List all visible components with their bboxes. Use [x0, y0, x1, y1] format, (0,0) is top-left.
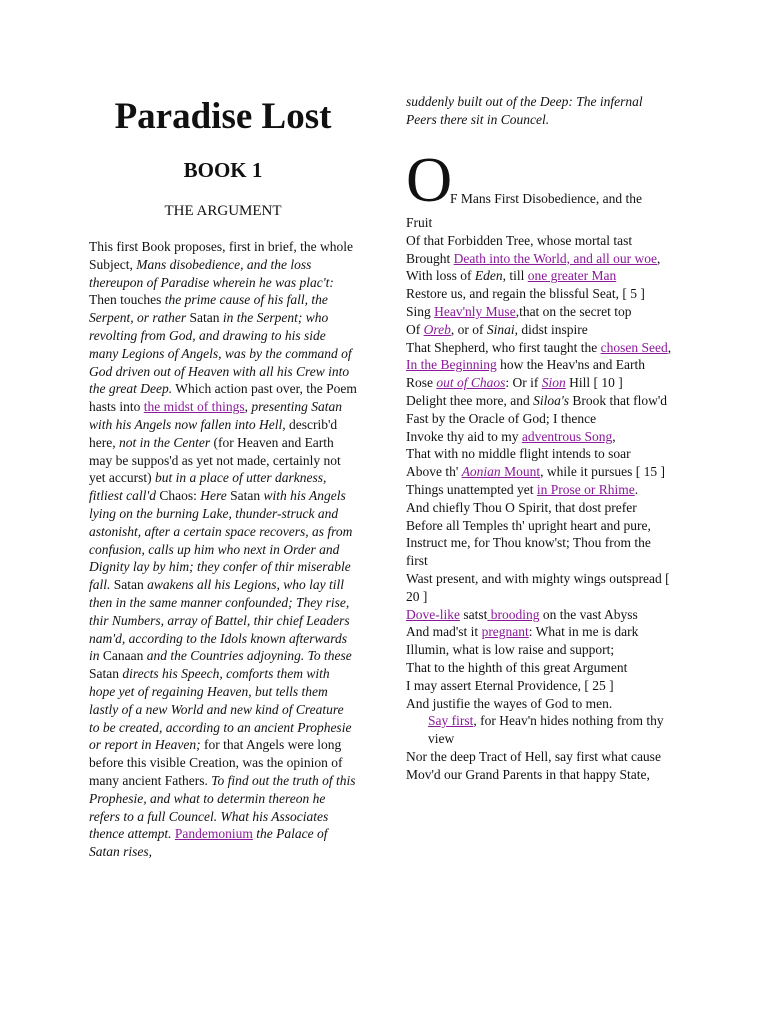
text-run: That with no middle flight intends to soar	[406, 446, 631, 462]
text-link[interactable]: Say first	[428, 713, 474, 729]
page-title: Paradise Lost	[114, 96, 332, 137]
poem-line	[406, 463, 676, 481]
text-run: and the Countries adjoyning. To these	[146, 648, 352, 664]
text-run: And justifie the wayes of God to men.	[406, 695, 613, 711]
text-run: Of that Forbidden Tree, whose mortal tast	[406, 232, 633, 248]
text-link[interactable]: one greater Man	[527, 268, 617, 284]
text-run: Restore us, and regain the blissful Seat, [ 5 ]	[406, 286, 645, 302]
poem-line	[406, 214, 676, 232]
text-run: not in the Center	[118, 434, 211, 450]
text-run: Canaan	[99, 648, 147, 664]
poem-line	[406, 267, 676, 285]
text-run: directs his Speech, comforts them with hope yet of regaining Heaven, but tells them lastly of a new World and new kind of Creature to be created, according to an ancient Prophesie or report in Heaven;	[89, 666, 352, 753]
text-run: , or of	[450, 321, 487, 337]
text-run: presenting Satan with his Angels now fallen into Hell,	[89, 399, 343, 432]
text-link[interactable]: Heav'nly Muse	[434, 303, 516, 319]
poem-line	[406, 356, 676, 374]
text-run: the prime cause of his fall, the Serpent, or rather	[89, 292, 328, 326]
poem-line	[406, 428, 676, 446]
text-run: ,	[657, 250, 661, 266]
text-link[interactable]: Aonian	[461, 464, 501, 480]
poem-line	[406, 410, 676, 428]
text-link[interactable]: out of Chaos	[436, 375, 506, 391]
text-run: with his Angels lying on the burning Lake, thunder-struck and astonisht, after a certain space recovers, as from confusion, calls up him who next in Order and Dignity lay by him; they confer of thir miserable fall.	[89, 488, 353, 593]
argument-continuation: suddenly built out of the Deep: The infernal Peers there sit in Councel.	[406, 94, 643, 127]
text-run: Satan	[110, 577, 148, 593]
text-run: satst	[459, 606, 488, 622]
text-run: Fast by the Oracle of God; I thence	[406, 410, 597, 426]
poem-line	[406, 445, 676, 463]
poem-line	[406, 285, 676, 303]
text-run: , till	[502, 268, 528, 284]
text-run: I may assert Eternal Providence, [ 25 ]	[406, 677, 614, 693]
text-run: Wast present, and with mighty wings outspread [ 20 ]	[406, 570, 670, 604]
poem-first-line	[406, 144, 676, 215]
text-run: Eden	[474, 268, 503, 284]
argument-text	[89, 238, 357, 861]
text-run: Then touches	[89, 292, 165, 308]
text-run: That to the highth of this great Argument	[406, 659, 628, 675]
text-run: Mov'd our Grand Parents in that happy State,	[406, 766, 650, 782]
poem-line	[406, 517, 676, 535]
text-run: , while it pursues [ 15 ]	[540, 464, 665, 480]
poem-line	[406, 499, 676, 517]
poem-line	[406, 766, 676, 784]
text-run: Which action past over, the Poem hasts into	[89, 381, 357, 415]
poem-line	[406, 570, 676, 606]
text-link[interactable]: chosen Seed	[600, 339, 668, 355]
poem-line	[406, 303, 676, 321]
text-link[interactable]: Dove-like	[406, 606, 460, 622]
poem-line	[406, 623, 676, 641]
poem-line	[406, 659, 676, 677]
argument-heading: THE ARGUMENT	[164, 203, 282, 219]
text-run: ,	[612, 428, 616, 444]
text-run: for that Angels were long before this visible Creation, was the opinion of many ancient Fathers.	[89, 737, 343, 788]
text-run: the Palace of Satan rises,	[89, 826, 328, 860]
text-link[interactable]: pregnant	[481, 624, 529, 640]
text-run: That Shepherd, who first taught the	[406, 339, 601, 355]
poem-text	[406, 144, 676, 784]
text-run: describ'd here,	[89, 416, 338, 450]
text-run: Sinai	[486, 321, 515, 337]
poem-line	[406, 712, 676, 748]
text-run: : Or if	[505, 375, 542, 391]
text-link[interactable]: Oreb	[423, 321, 451, 337]
text-run: Fruit	[406, 215, 433, 230]
text-link[interactable]: Mount	[500, 464, 541, 480]
text-run: , didst inspire	[514, 321, 588, 337]
poem-line	[406, 606, 676, 624]
text-run: Here	[200, 488, 227, 504]
text-link[interactable]: In the Beginning	[406, 357, 497, 373]
text-run: Of	[406, 321, 424, 337]
text-run: in the Serpent; who revolting from God, and drawing to his side many Legions of Angels, was by the command of God driven out of Heaven with all his Crew into the great Deep.	[89, 310, 352, 397]
text-run: Mans disobedience, and the loss thereupon of Paradise wherein he was plac't:	[89, 256, 334, 290]
text-run: Nor the deep Tract of Hell, say first what cause	[406, 748, 661, 764]
text-run: Things unattempted yet	[406, 481, 537, 497]
poem-line	[406, 481, 676, 499]
poem-line	[406, 321, 676, 339]
text-run: And mad'st it	[406, 624, 482, 640]
text-run: ,	[244, 399, 252, 415]
text-run: Satan	[226, 488, 264, 504]
text-run: Satan	[89, 666, 123, 682]
poem-line	[406, 250, 676, 268]
book-heading: BOOK 1	[183, 158, 263, 182]
text-link[interactable]: Death into the World, and all our woe	[453, 250, 658, 266]
text-run: Rose	[406, 375, 437, 391]
text-run: With loss of	[406, 268, 475, 284]
poem-line	[406, 374, 676, 392]
drop-cap: O	[406, 144, 453, 215]
text-run: And chiefly Thou O Spirit, that dost prefer	[406, 499, 637, 515]
text-run: Delight thee more, and	[406, 392, 534, 408]
poem-line	[406, 695, 676, 713]
poem-line	[406, 748, 676, 766]
poem-line	[406, 339, 676, 357]
text-run: , for Heav'n hides nothing from thy view	[428, 713, 664, 747]
text-run: This first Book proposes, first in brief, the whole Subject,	[89, 239, 353, 272]
text-link[interactable]: in Prose or Rhime	[536, 481, 635, 497]
text-run: awakens all his Legions, who lay till then in the same manner confounded; They rise, thir Numbers, array of Battel, thir chief Leaders nam'd, according to the Idols known afterwards in	[89, 577, 350, 664]
poem-line	[406, 232, 676, 250]
text-run: Illumin, what is low raise and support;	[406, 642, 615, 658]
poem-line	[406, 677, 676, 695]
text-link[interactable]: the midst of things	[143, 399, 245, 415]
text-run: Before all Temples th' upright heart and pure,	[406, 517, 651, 533]
text-run: Hill [ 10 ]	[565, 375, 623, 391]
text-run: ,	[667, 339, 672, 355]
poem-line	[406, 534, 676, 570]
text-run: : What in me is dark	[528, 624, 639, 640]
text-link[interactable]: Pandemonium	[174, 826, 253, 842]
text-link[interactable]: brooding	[487, 606, 540, 622]
poem-first-line-text: F Mans First Disobedience, and the	[450, 191, 642, 206]
text-run: on the vast Abyss	[539, 606, 638, 622]
text-run: Brook that flow'd	[569, 392, 668, 408]
text-run: (for Heaven and Earth may be suppos'd as yet not made, certainly not yet accurst)	[89, 434, 341, 486]
text-run: Brought	[406, 250, 454, 266]
text-link[interactable]: Sion	[541, 375, 566, 391]
text-run: To find out the truth of this Prophesie, and what to determin thereon he refers to a full Councel. What his Associates thence attempt.	[89, 772, 356, 842]
text-run: how the Heav'ns and Earth	[496, 357, 646, 373]
text-link[interactable]: adventrous Song	[521, 428, 613, 444]
poem-line	[406, 641, 676, 659]
text-run: but in a place of utter darkness, fitliest call'd	[89, 470, 327, 504]
poem-line	[406, 392, 676, 410]
text-run: .	[634, 481, 639, 497]
text-run: Above th'	[406, 464, 462, 480]
text-run: Invoke thy aid to my	[406, 428, 522, 444]
text-run: Chaos:	[156, 488, 201, 504]
text-run: Satan	[189, 310, 223, 326]
text-run: Siloa's	[533, 392, 569, 408]
text-run: Sing	[406, 303, 435, 319]
text-run: Instruct me, for Thou know'st; Thou from the first	[406, 535, 651, 569]
text-run: ,that on the secret top	[515, 303, 632, 319]
